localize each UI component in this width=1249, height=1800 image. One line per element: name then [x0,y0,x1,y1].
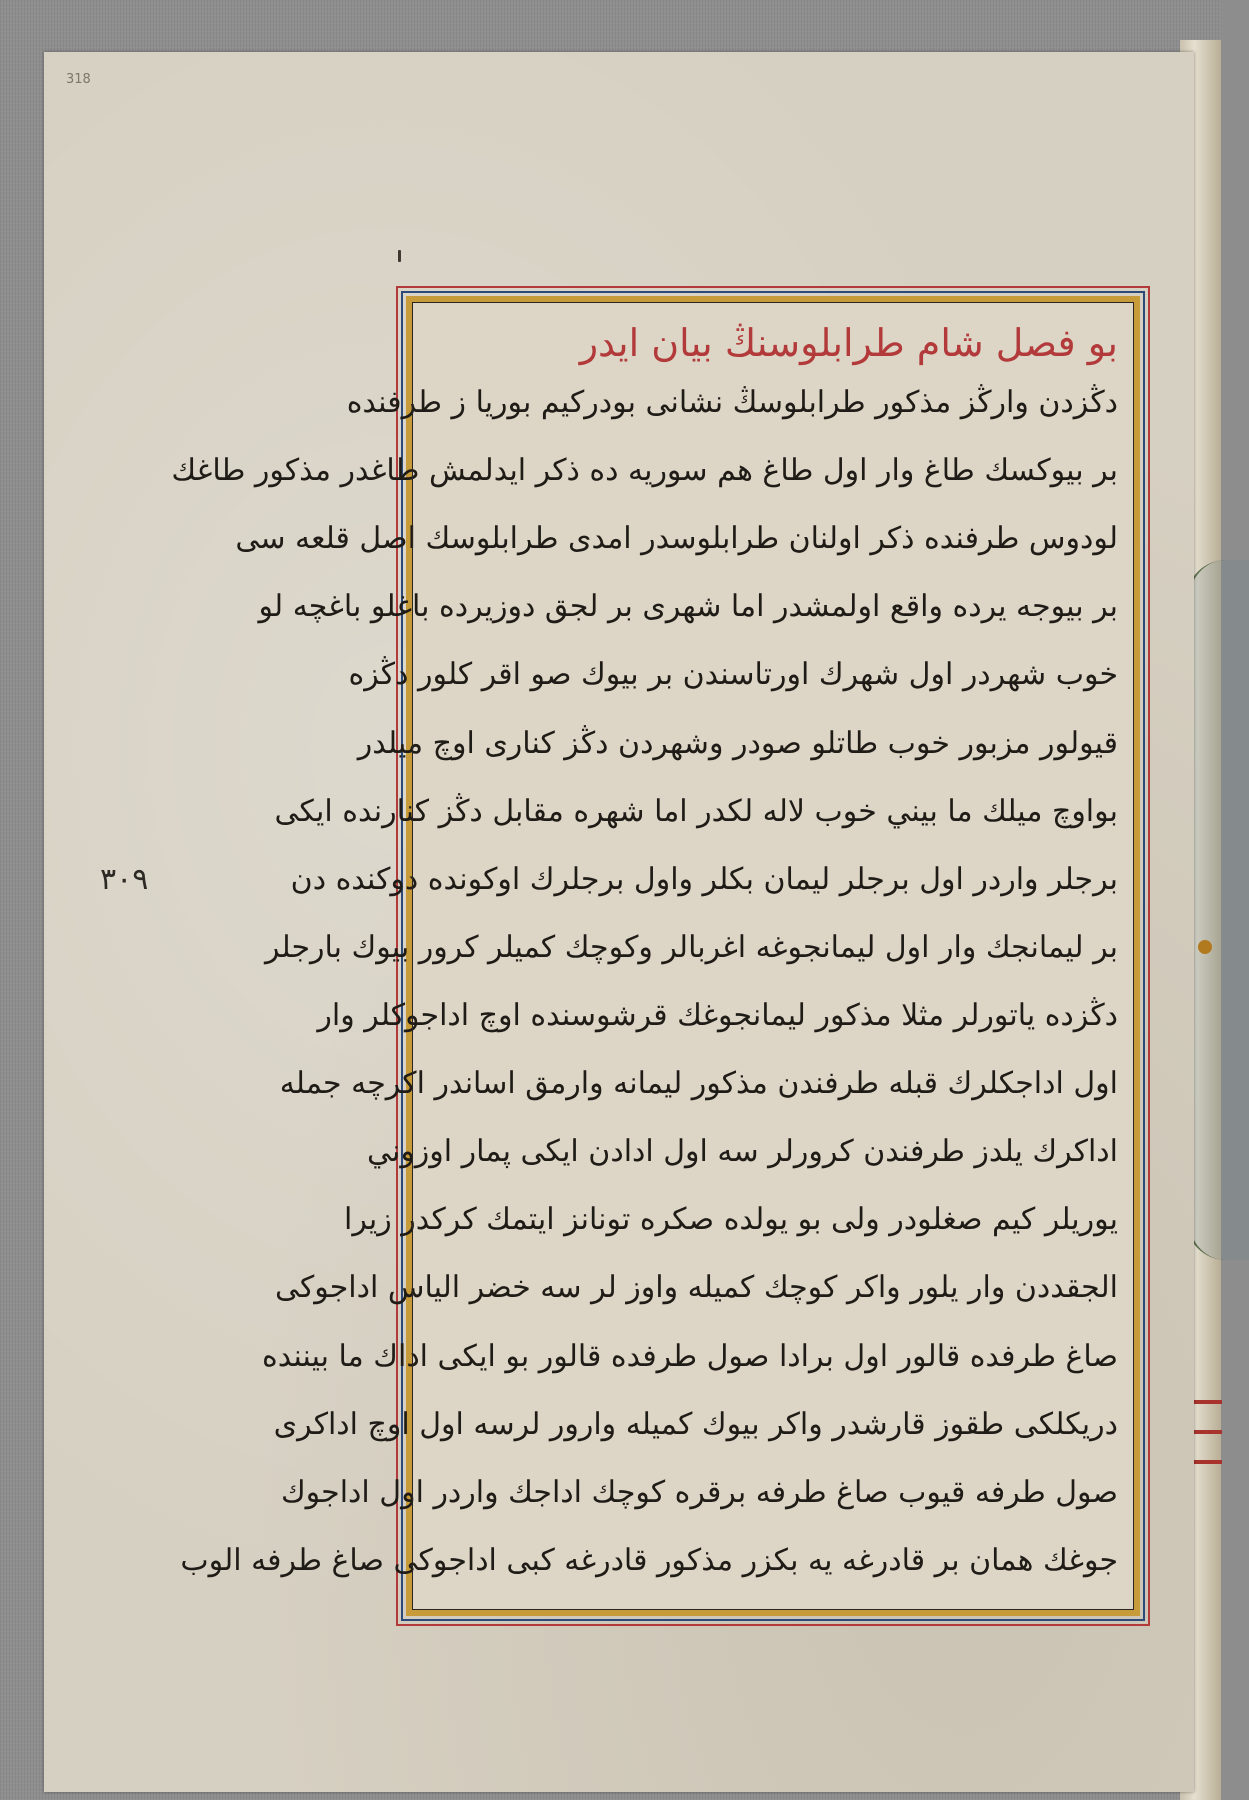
text-line: جوغك همان بر قادرغه يه بكزر مذكور قادرغه كبى اداجوكى صاغ طرفه الوب [180,1542,1118,1578]
text-line: لودوس طرفنده ذكر اولنان طرابلوسدر امدى طرابلوسك اصل قلعه سى [235,521,1118,557]
text-line: قيولور مزبور خوب طاتلو صودر وشهردن دڭز كنارى اوچ ميلدر [357,725,1118,761]
text-line: يوريلر كيم صغلودر ولى بو يولده صكره تونانز ايتمك كركدر زيرا [344,1202,1118,1238]
map-red-mark [1192,1430,1222,1434]
text-frame-rule [171,291,1145,1621]
text-line: اول اداجكلرك قبله طرفندن مذكور ليمانه وارمق اساندر اكرچه جمله [279,1066,1118,1102]
text-line: صاغ طرفده قالور اول برادا صول طرفده قالور بو ايكى اداك ما بيننده [262,1338,1118,1374]
text-block [171,296,1140,1616]
text-line: برجلر واردر اول برجلر ليمان بكلر واول برجلرك اوكونده دوكنده دن [290,861,1118,897]
text-line: خوب شهردر اول شهرك اورتاسندن بر بيوك صو اقر كلور دڭزه [348,657,1118,693]
map-red-mark [1192,1460,1222,1464]
map-red-mark [1192,1400,1222,1404]
text-line: بواوچ ميلك ما بيني خوب لاله لكدر اما شهره مقابل دڭز كنارنده ايكى [274,793,1118,829]
text-lines [171,374,1118,1600]
ink-mark [398,250,401,262]
text-line: دڭزده ياتورلر مثلا مذكور ليمانجوغك قرشوسنده اوچ اداجوكلر وار [317,997,1118,1033]
chapter-heading: بو فصل شام طرابلوسنڭ بیان ایدر [579,321,1118,365]
text-line: بر بيوجه يرده واقع اولمشدر اما شهری بر لجق دوزيرده باغلو باغچه لو [258,589,1118,625]
text-line: دريكلكى طقوز قارشدر واكر بيوك كميله وارور لرسه اول اوچ اداكرى [273,1406,1118,1442]
text-line: اداكرك يلدز طرفندن كرورلر سه اول ادادن ايكى پمار اوزوني [366,1134,1118,1170]
text-line: بر بيوكسك طاغ وار اول طاغ هم سوريه ده ذكر ايدلمش طاغدر مذكور طاغك [171,453,1118,489]
text-line: الجقددن وار يلور واكر كوچك كميله واوز لر سه خضر الياس اداجوكى [274,1270,1118,1306]
folio-number: 318 [66,72,91,87]
text-frame [171,286,1150,1626]
text-line: صول طرفه قيوب صاغ طرفه برقره كوچك اداجك واردر اول اداجوك [280,1474,1118,1510]
text-line: دڭزدن وارڭز مذكور طرابلوسڭ نشانی بودركيم بوريا ز طرفنده [346,385,1118,420]
text-line: بر ليمانجك وار اول ليمانجوغه اغربالر وكوچك كميلر كرور بيوك بارجلر [265,929,1118,965]
facing-page-map-fragment [1186,560,1249,1260]
map-marker-icon [1198,940,1212,954]
page-number: ٣٠٩ [100,862,149,897]
